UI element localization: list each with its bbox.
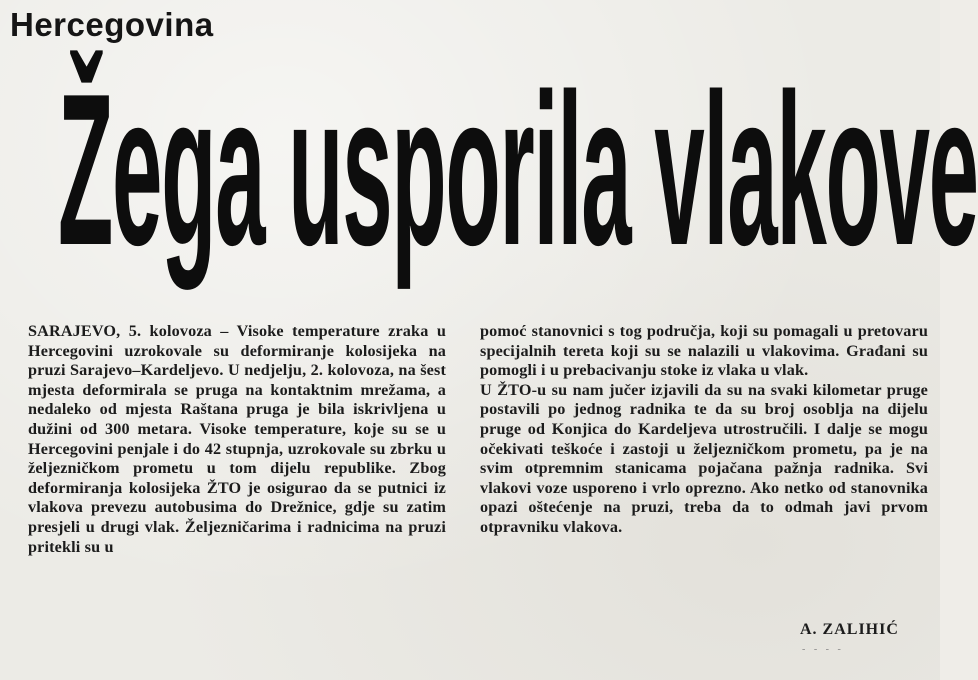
decorative-dashes: - - - - (802, 644, 844, 655)
article-column-right: pomoć stanovnici s tog područja, koji su pomagali u pretovaru specijalnih tereta koji su se nalazili u vlakovima. Građani su pomogli i u prebacivanju stoke iz vlaka u vlak. U ŽTO-u su nam jučer izjavili da su na svaki kilometar pruge postavili po jednog radnika te da su broj osoblja na dijelu pruge od Konjica do Kardeljeva utrostručili. I dalje se mogu očekivati teškoće i zastoji u željezničkom prometu, pa je na svim otpremnim stanicama pojačana pažnja radnika. Svi vlakovi voze usporeno i vrlo oprezno. Ako netko od stanovnika opazi oštećenje na pruzi, treba da to odmah javi prvom otpravniku vlakova. (480, 322, 928, 536)
article-kicker: Hercegovina (10, 6, 214, 43)
article-column-left: SARAJEVO, 5. kolovoza – Visoke temperature zraka u Hercegovini uzrokovale su deformiranje kolosijeka na pruzi Sarajevo–Kardeljevo. U nedjelju, 2. kolovoza, na šest mjesta deformirala se pruga na kontaktnim mrežama, a nedaleko od mjesta Raštana pruga je bila iskrivljena u dužini od 300 metara. Visoke temperature, koje su se u Hercegovini penjale i do 42 stupnja, uzrokovale su zbrku u željezničkom prometu u tom dijelu republike. Zbog deformiranja kolosijeka ŽTO je osigurao da se putnici iz vlakova prevezu autobusima do Drežnice, gdje su zatim presjeli u drugi vlak. Željezničarima i radnicima na pruzi pritekli su u (28, 322, 446, 556)
article-byline: A. ZALIHIĆ (800, 621, 899, 638)
article-headline: Žega usporila vlakove (58, 48, 978, 290)
